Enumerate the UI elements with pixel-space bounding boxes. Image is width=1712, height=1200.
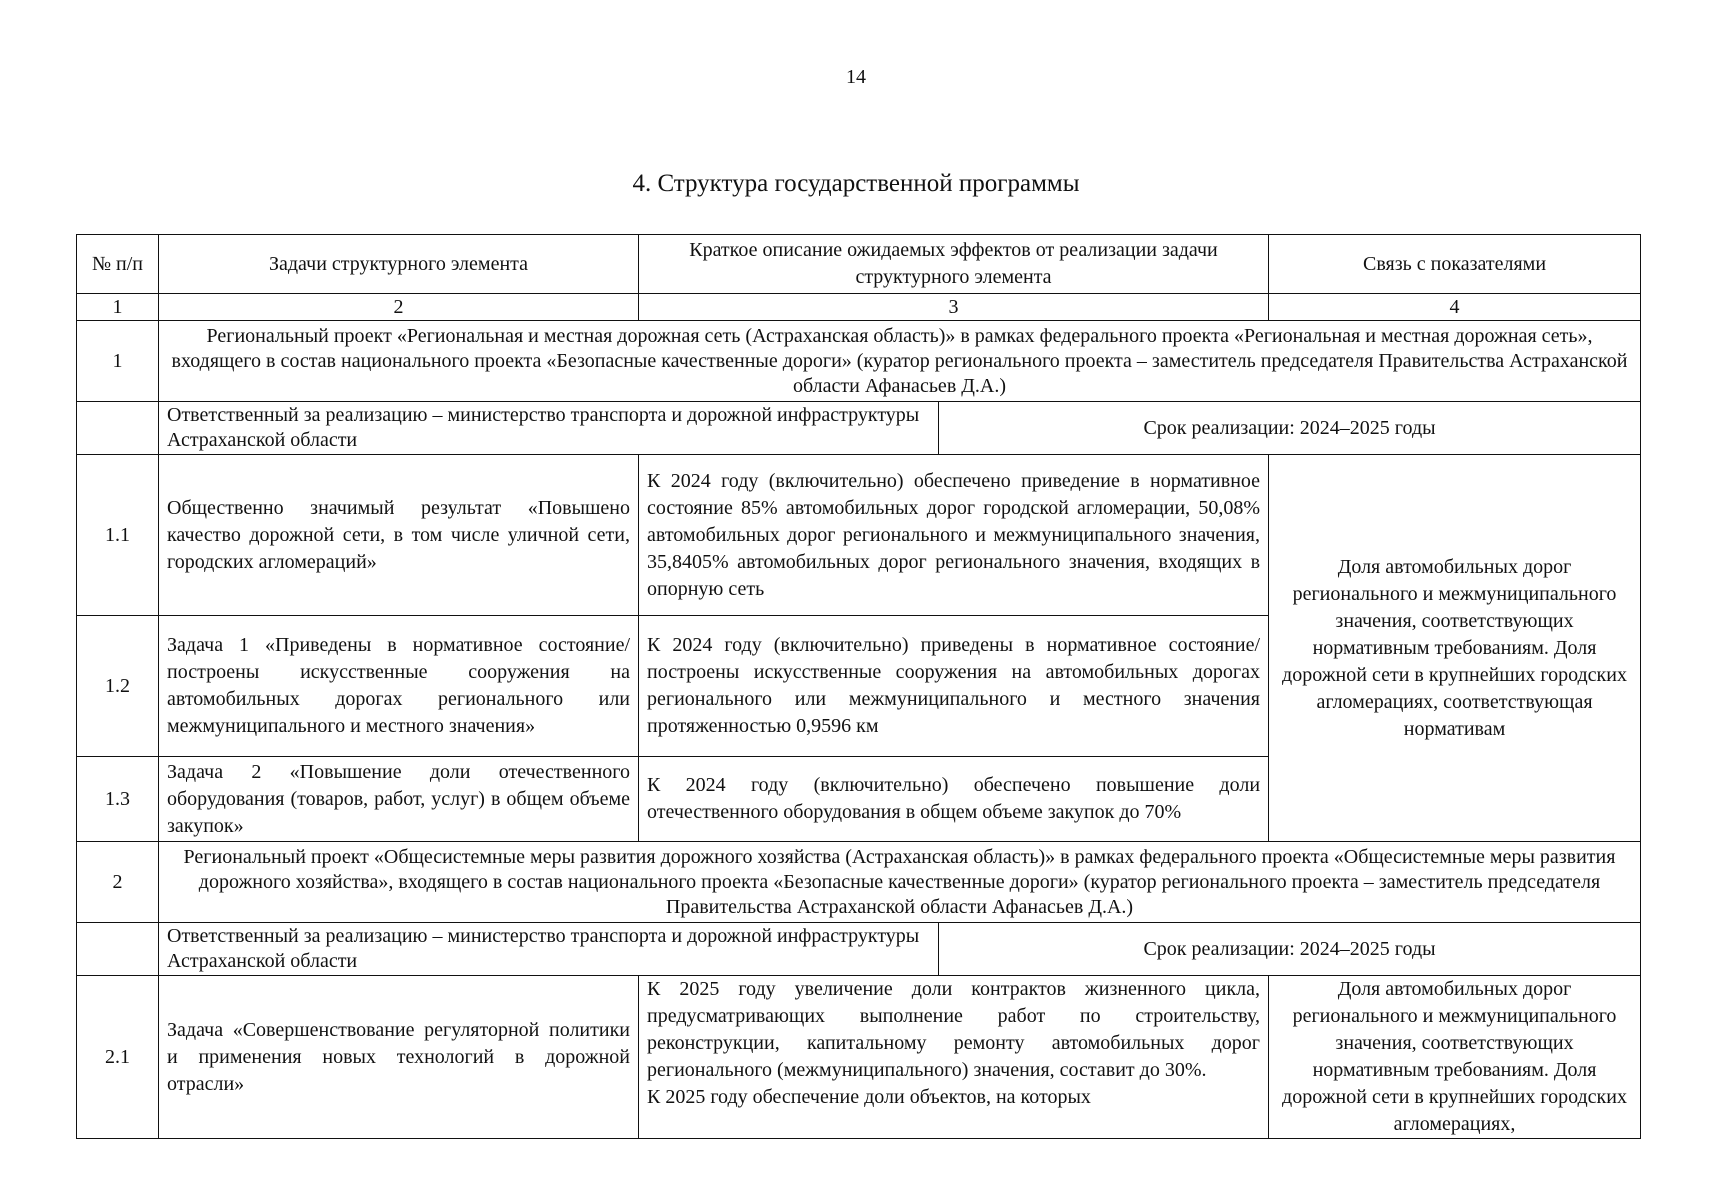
task-number: 1.3 [77, 757, 159, 842]
column-number: 2 [159, 294, 639, 321]
header-tasks: Задачи структурного элемента [159, 235, 639, 294]
task-number: 2.1 [77, 976, 159, 1139]
project-title: Региональный проект «Общесистемные меры развития дорожного хозяйства (Астраханская область)» в рамках федерального проекта «Общесистемные меры развития дорожного хозяйства», входящего в состав национального проекта «Безопасные качественные дороги» (куратор регионального проекта – заместитель председателя Правительства Астраханской области Афанасьев Д.А.) [159, 842, 1641, 923]
project-title: Региональный проект «Региональная и местная дорожная сеть (Астраханская область)» в рамках федерального проекта «Региональная и местная дорожная сеть», входящего в состав национального проекта «Безопасные качественные дороги» (куратор регионального проекта – заместитель председателя Правительства Астраханской области Афанасьев Д.А.) [159, 321, 1641, 402]
task-text: Задача 2 «Повышение доли отечественного оборудования (товаров, работ, услуг) в общем объеме закупок» [159, 757, 639, 842]
page-number: 14 [846, 66, 866, 88]
indicators-text: Доля автомобильных дорог регионального и межмуниципального значения, соответствующих нормативным требованиям. Доля дорожной сети в крупнейших городских агломерациях, соответствующая нормативам [1269, 455, 1641, 842]
column-number-row [77, 294, 1641, 321]
project-number: 2 [77, 842, 159, 923]
table-header-row [77, 235, 1641, 294]
section-title: 4. Структура государственной программы [632, 170, 1080, 197]
program-structure-table [76, 234, 1641, 1139]
empty-cell [77, 923, 159, 976]
table-row [77, 976, 1641, 1139]
task-text: Задача «Совершенствование регуляторной политики и применения новых технологий в дорожной отрасли» [159, 976, 639, 1139]
task-text: Задача 1 «Приведены в нормативное состояние/построены искусственные сооружения на автомобильных дорогах регионального или межмуниципального и местного значения» [159, 616, 639, 757]
header-number: № п/п [77, 235, 159, 294]
responsible-text: Ответственный за реализацию – министерство транспорта и дорожной инфраструктуры Астраханской области [159, 923, 939, 976]
responsible-row [77, 402, 1641, 455]
indicators-text: Доля автомобильных дорог регионального и межмуниципального значения, соответствующих нормативным требованиям. Доля дорожной сети в крупнейших городских агломерациях, [1269, 976, 1641, 1139]
effect-text: К 2025 году увеличение доли контрактов жизненного цикла, предусматривающих выполнение работ по строительству, реконструкции, капитальному ремонту автомобильных дорог регионального (межмуниципального) значения, составит до 30%. [647, 978, 1261, 1081]
effect-text: К 2024 году (включительно) обеспечено повышение доли отечественного оборудования в общем объеме закупок до 70% [639, 757, 1269, 842]
responsible-row [77, 923, 1641, 976]
project-row [77, 842, 1641, 923]
period-text: Срок реализации: 2024–2025 годы [939, 402, 1641, 455]
table-row [77, 455, 1641, 616]
effect-text: К 2025 году обеспечение доли объектов, на которых [647, 1086, 1091, 1108]
column-number: 3 [639, 294, 1269, 321]
project-row [77, 321, 1641, 402]
period-text: Срок реализации: 2024–2025 годы [939, 923, 1641, 976]
empty-cell [77, 402, 159, 455]
task-number: 1.1 [77, 455, 159, 616]
column-number: 1 [77, 294, 159, 321]
task-number: 1.2 [77, 616, 159, 757]
task-text: Общественно значимый результат «Повышено качество дорожной сети, в том числе уличной сети, городских агломераций» [159, 455, 639, 616]
effect-cell [639, 976, 1269, 1139]
column-number: 4 [1269, 294, 1641, 321]
header-indicators: Связь с показателями [1269, 235, 1641, 294]
effect-text: К 2024 году (включительно) приведены в нормативное состояние/построены искусственные сооружения на автомобильных дорогах регионального или межмуниципального и местного значения протяженностью 0,9596 км [639, 616, 1269, 757]
effect-text: К 2024 году (включительно) обеспечено приведение в нормативное состояние 85% автомобильных дорог городской агломерации, 50,08% автомобильных дорог регионального и межмуниципального значения, 35,8405% автомобильных дорог регионального значения, входящих в опорную сеть [639, 455, 1269, 616]
responsible-text: Ответственный за реализацию – министерство транспорта и дорожной инфраструктуры Астраханской области [159, 402, 939, 455]
header-effects: Краткое описание ожидаемых эффектов от реализации задачи структурного элемента [639, 235, 1269, 294]
project-number: 1 [77, 321, 159, 402]
